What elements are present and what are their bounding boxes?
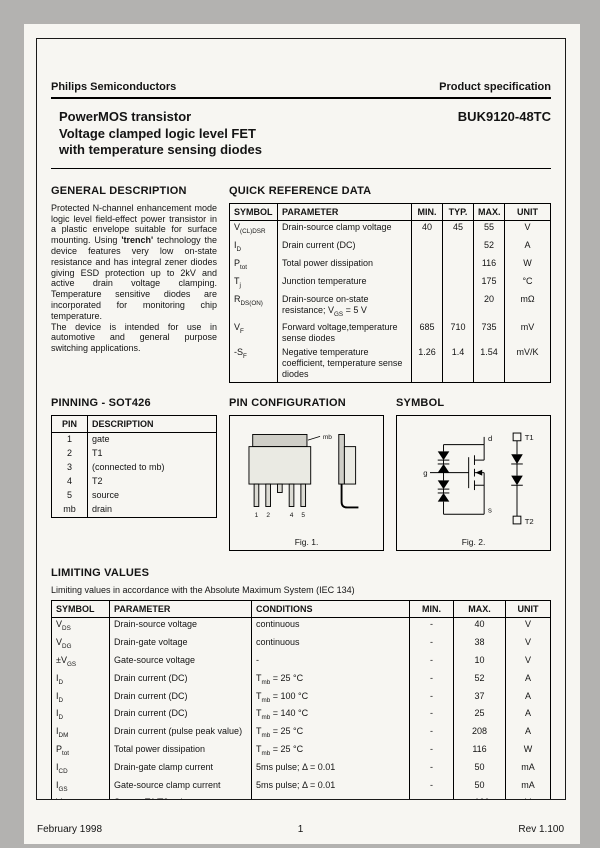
table-row	[230, 321, 551, 346]
table-cell: 52	[474, 239, 505, 257]
table-cell: V	[506, 636, 551, 654]
pin-number: 2	[266, 511, 270, 519]
table-cell: A	[506, 671, 551, 689]
table-cell: A	[506, 689, 551, 707]
table-cell	[412, 292, 443, 321]
footer-date: February 1998	[37, 824, 103, 835]
sense-diode	[511, 475, 523, 485]
pin-number: 5	[301, 511, 306, 519]
table-cell: °C	[505, 274, 551, 292]
table-cell: $V_F$	[230, 321, 278, 346]
table-cell: $V_{DS}$	[52, 617, 110, 635]
table-row	[52, 636, 551, 654]
table-cell: Gate-source clamp current	[110, 778, 252, 796]
zener-diode	[438, 480, 450, 489]
table-cell: continuous	[252, 636, 410, 654]
table-cell: mA	[506, 778, 551, 796]
table-row	[230, 292, 551, 321]
col-max: MAX.	[474, 203, 505, 220]
table-cell: 1.4	[443, 346, 474, 383]
figure-2-box	[396, 415, 551, 551]
figure-1-caption: Fig. 1.	[294, 536, 319, 547]
table-cell: 50	[454, 760, 506, 778]
middle-section	[51, 397, 551, 551]
gate-label: g	[423, 468, 428, 478]
package-drawing-icon	[234, 420, 379, 535]
table-cell: T2	[88, 475, 217, 489]
mounting-base-tab	[253, 434, 307, 446]
table-cell: 25	[454, 707, 506, 725]
title-block	[51, 109, 551, 159]
table-cell: Gate-source voltage	[110, 653, 252, 671]
table-cell: 175	[474, 274, 505, 292]
symbol-heading: SYMBOL	[396, 396, 445, 409]
table-row	[52, 432, 217, 447]
table-cell: V	[505, 220, 551, 238]
table-cell: $I_D$	[52, 671, 110, 689]
table-cell: 1.54	[474, 346, 505, 383]
table-cell: -	[410, 671, 454, 689]
table-cell	[443, 256, 474, 274]
table-row	[52, 489, 217, 503]
table-cell: W	[506, 742, 551, 760]
col-min: MIN.	[410, 600, 454, 617]
table-cell: 45	[443, 220, 474, 238]
pin-number: 1	[254, 511, 259, 519]
col-description: DESCRIPTION	[88, 415, 217, 432]
col-parameter: PARAMETER	[110, 600, 252, 617]
table-cell: $V_{DG}$	[52, 636, 110, 654]
limiting-values-subtitle: Limiting values in accordance with the Absolute Maximum System (IEC 134)	[51, 584, 355, 595]
col-conditions: CONDITIONS	[252, 600, 410, 617]
pin-leg-cut	[278, 484, 283, 492]
table-cell: (connected to mb)	[88, 461, 217, 475]
table-cell: 5ms pulse; Δ = 0.01	[252, 778, 410, 796]
zener-diode	[438, 493, 450, 502]
table-cell: $T_{mb} = 140$ °C	[252, 707, 410, 725]
col-unit: UNIT	[505, 203, 551, 220]
t2-label: T2	[524, 516, 534, 526]
table-header-row	[52, 600, 551, 617]
description-paragraph: Protected N-channel enhancement mode logic level field-effect power transistor in a plastic envelope suitable for surface mounting. Using 'trench' technology the device features very low on-state resistance and has integral zener diodes giving ESD protection up to 2kV and active drain voltage clamping. Temperature sensitive diodes are incorporated for monitoring chip temperature.	[51, 202, 217, 321]
table-cell: 3	[52, 461, 88, 475]
quick-reference-table	[229, 203, 551, 383]
table-cell: 735	[474, 321, 505, 346]
pinning-section	[51, 397, 217, 551]
table-cell: V	[506, 617, 551, 635]
sense-diode	[511, 454, 523, 464]
table-cell: Drain-gate clamp current	[110, 760, 252, 778]
table-cell: 37	[454, 689, 506, 707]
package-body	[249, 446, 311, 483]
document-title	[59, 109, 262, 159]
quick-reference-heading: QUICK REFERENCE DATA	[229, 184, 372, 197]
body-arrow	[475, 470, 482, 476]
table-cell: $I_D$	[230, 239, 278, 257]
table-cell: $T_{mb} = 25$ °C	[252, 725, 410, 743]
table-cell: Drain-source voltage	[110, 617, 252, 635]
table-cell: Drain-source clamp voltage	[278, 220, 412, 238]
footer-revision: Rev 1.100	[518, 824, 565, 835]
table-cell: mΩ	[505, 292, 551, 321]
table-row	[52, 503, 217, 518]
general-description-section	[51, 185, 217, 383]
source-label: s	[488, 505, 492, 515]
table-cell: $I_D$	[52, 689, 110, 707]
table-cell: $T_{mb} = 100$ °C	[252, 689, 410, 707]
side-view-lead	[342, 484, 359, 507]
table-cell: mA	[506, 760, 551, 778]
table-cell: Drain current (DC)	[110, 689, 252, 707]
page-footer	[37, 824, 564, 835]
table-cell: 1	[52, 432, 88, 447]
figure-2-caption: Fig. 2.	[461, 536, 486, 547]
header-rule	[51, 97, 551, 99]
table-cell: $I_D$	[52, 707, 110, 725]
limiting-values-section	[51, 567, 551, 800]
table-cell: Drain current (DC)	[110, 707, 252, 725]
table-cell: 116	[454, 742, 506, 760]
table-row	[230, 346, 551, 383]
table-cell: mV/K	[505, 346, 551, 383]
col-typ: TYP.	[443, 203, 474, 220]
table-cell: A	[506, 707, 551, 725]
table-cell	[410, 796, 454, 800]
pinning-table	[51, 415, 217, 518]
table-cell: $I_{CD}$	[52, 760, 110, 778]
table-cell: -	[410, 689, 454, 707]
table-cell: T1	[88, 447, 217, 461]
limiting-values-heading: LIMITING VALUES	[51, 566, 150, 579]
table-cell: $V_{(CL)DSR}$	[230, 220, 278, 238]
table-cell: Drain current (DC)	[278, 239, 412, 257]
table-cell: Junction temperature	[278, 274, 412, 292]
table-cell: -	[410, 742, 454, 760]
table-cell	[443, 292, 474, 321]
table-cell: Drain-source on-state resistance; $V_{GS} = 5$ V	[278, 292, 412, 321]
table-cell: W	[505, 256, 551, 274]
zener-diode	[438, 464, 450, 473]
pin-number: 4	[289, 511, 294, 519]
t1-label: T1	[524, 432, 534, 442]
mb-leader-line	[308, 436, 320, 440]
table-cell: -	[410, 707, 454, 725]
table-row	[52, 742, 551, 760]
table-cell: $I_{GS}$	[52, 778, 110, 796]
pin-leg	[289, 484, 294, 506]
side-view-tab	[339, 434, 345, 484]
table-cell: source	[88, 489, 217, 503]
table-row	[52, 760, 551, 778]
table-cell: 50	[454, 778, 506, 796]
table-cell: 2	[52, 447, 88, 461]
table-cell	[443, 274, 474, 292]
table-cell: 40	[454, 617, 506, 635]
table-row	[230, 239, 551, 257]
table-cell	[110, 796, 252, 800]
table-cell	[454, 796, 506, 800]
table-cell: 38	[454, 636, 506, 654]
table-cell: -	[410, 653, 454, 671]
table-cell: 685	[412, 321, 443, 346]
table-row	[52, 707, 551, 725]
table-cell: Drain current (DC)	[110, 671, 252, 689]
table-cell: $R_{DS(ON)}$	[230, 292, 278, 321]
pin-configuration-heading: PIN CONFIGURATION	[229, 396, 346, 409]
page-frame	[36, 38, 566, 800]
table-cell: $T_j$	[230, 274, 278, 292]
col-pin: PIN	[52, 415, 88, 432]
table-cell: drain	[88, 503, 217, 518]
table-cell: 55	[474, 220, 505, 238]
document-header	[51, 81, 551, 93]
col-unit: UNIT	[506, 600, 551, 617]
table-cell: A	[506, 725, 551, 743]
table-cell: $T_{mb} = 25$ °C	[252, 742, 410, 760]
table-row	[52, 461, 217, 475]
table-row	[230, 256, 551, 274]
table-row	[52, 671, 551, 689]
table-cell: 116	[474, 256, 505, 274]
top-section	[51, 185, 551, 383]
table-cell: $I_{DM}$	[52, 725, 110, 743]
table-cell	[412, 239, 443, 257]
spec-type: Product specification	[439, 81, 551, 93]
table-cell	[252, 796, 410, 800]
table-cell: 4	[52, 475, 88, 489]
table-row	[52, 796, 551, 800]
side-view-body	[344, 446, 355, 483]
pin-leg	[301, 484, 306, 506]
table-cell: Forward voltage,temperature sense diodes	[278, 321, 412, 346]
table-header-row	[52, 415, 217, 432]
pin-leg	[266, 484, 271, 506]
drain-label: d	[488, 433, 493, 443]
table-cell	[412, 274, 443, 292]
table-cell: Drain-gate voltage	[110, 636, 252, 654]
symbol-block	[396, 397, 551, 551]
table-cell: $-S_F$	[230, 346, 278, 383]
table-cell: 10	[454, 653, 506, 671]
limiting-values-table	[51, 600, 551, 800]
table-cell: 710	[443, 321, 474, 346]
table-cell: Negative temperature coefficient, temperature sense diodes	[278, 346, 412, 383]
table-cell: V	[506, 653, 551, 671]
part-number: BUK9120-48TC	[457, 109, 551, 124]
table-cell: continuous	[252, 617, 410, 635]
table-cell: $P_{tot}$	[52, 742, 110, 760]
table-cell	[443, 239, 474, 257]
table-row	[52, 653, 551, 671]
table-cell: 5	[52, 489, 88, 503]
table-cell: -	[410, 725, 454, 743]
table-row	[52, 475, 217, 489]
table-cell: mb	[52, 503, 88, 518]
table-row	[52, 689, 551, 707]
col-symbol: SYMBOL	[52, 600, 110, 617]
quick-reference-section	[229, 185, 551, 383]
table-cell: -	[410, 760, 454, 778]
table-cell: -	[252, 653, 410, 671]
title-line-1: PowerMOS transistor	[59, 109, 192, 124]
table-row	[52, 617, 551, 635]
table-cell: 20	[474, 292, 505, 321]
description-paragraph: The device is intended for use in automotive and general purpose switching applications.	[51, 321, 217, 354]
table-row	[230, 220, 551, 238]
title-line-3: with temperature sensing diodes	[59, 142, 262, 158]
mb-label: mb	[322, 434, 332, 442]
pin-leg	[254, 484, 259, 506]
table-header-row	[230, 203, 551, 220]
table-cell: 5ms pulse; Δ = 0.01	[252, 760, 410, 778]
table-cell	[52, 796, 110, 800]
table-cell	[506, 796, 551, 800]
general-description-heading: GENERAL DESCRIPTION	[51, 184, 187, 197]
figures-section	[229, 397, 551, 551]
zener-diode	[438, 451, 450, 460]
mosfet-symbol-icon	[401, 420, 546, 535]
table-cell: Total power dissipation	[278, 256, 412, 274]
table-cell: $T_{mb} = 25$ °C	[252, 671, 410, 689]
table-cell: A	[505, 239, 551, 257]
table-cell: gate	[88, 432, 217, 447]
table-cell: Drain current (pulse peak value)	[110, 725, 252, 743]
table-cell	[412, 256, 443, 274]
pinning-heading: PINNING - SOT426	[51, 396, 151, 409]
table-row	[230, 274, 551, 292]
col-max: MAX.	[454, 600, 506, 617]
table-cell: 52	[454, 671, 506, 689]
title-line-2: Voltage clamped logic level FET	[59, 125, 256, 141]
col-parameter: PARAMETER	[278, 203, 412, 220]
page-number: 1	[297, 824, 304, 835]
pin-configuration-block	[229, 397, 384, 551]
table-cell: -	[410, 636, 454, 654]
table-cell: 40	[412, 220, 443, 238]
title-rule	[51, 168, 551, 169]
table-cell: 208	[454, 725, 506, 743]
table-cell: -	[410, 617, 454, 635]
table-cell: 1.26	[412, 346, 443, 383]
figure-1-box	[229, 415, 384, 551]
col-symbol: SYMBOL	[230, 203, 278, 220]
publisher-name: Philips Semiconductors	[51, 81, 177, 93]
table-row	[52, 778, 551, 796]
table-cell: mV	[505, 321, 551, 346]
table-cell: Total power dissipation	[110, 742, 252, 760]
table-cell: $\pm V_{GS}$	[52, 653, 110, 671]
table-row	[52, 447, 217, 461]
col-min: MIN.	[412, 203, 443, 220]
table-cell: $P_{tot}$	[230, 256, 278, 274]
table-cell: -	[410, 778, 454, 796]
table-row	[52, 725, 551, 743]
